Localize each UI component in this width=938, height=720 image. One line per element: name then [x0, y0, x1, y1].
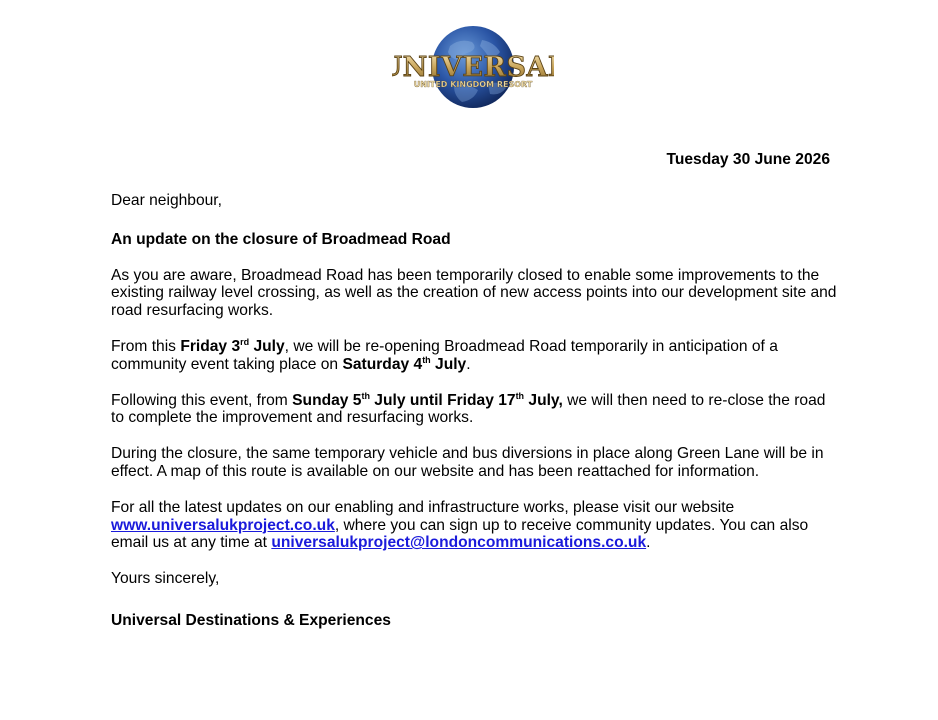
text: , where you can sign up to receive community updates. You can also email us at any time at [111, 516, 809, 552]
text: . [646, 534, 651, 552]
paragraph-diversions: During the closure, the same temporary vehicle and bus diversions in place along Green Lane will be in effect. A map of this route is available on our website and has been reattached for information. [111, 445, 824, 480]
date-range: Sunday 5th July until Friday 17th July, [292, 390, 563, 409]
paragraph-updates [111, 499, 839, 552]
globe-logo-icon [392, 24, 554, 112]
text: Following this event, from [111, 391, 293, 409]
date-friday: Friday 3rd July [180, 336, 285, 355]
text: From this [111, 337, 181, 355]
text: For all the latest updates on our enabling and infrastructure works, please visit our website [111, 498, 735, 516]
text: , we will be re-opening Broadmead Road temporarily in anticipation of a community event taking place on [111, 337, 778, 373]
closing: Yours sincerely, [111, 570, 220, 588]
logo-subtitle: UNITED KINGDOM RESORT [413, 80, 533, 89]
paragraph-closure-intro: As you are aware, Broadmead Road has been temporarily closed to enable some improvements to the existing railway level crossing, as well as the creation of new access points into our development site and road resurfacing works. [111, 266, 837, 320]
paragraph-reopening [111, 338, 839, 374]
email-link[interactable]: universalukproject@londoncommunications.co.uk [271, 534, 647, 552]
website-link[interactable]: www.universalukproject.co.uk [111, 516, 335, 534]
letter-date: Tuesday 30 June 2026 [666, 151, 830, 168]
paragraph-reclosure [111, 392, 839, 428]
logo-wordmark: NIVERSA [402, 52, 548, 83]
letter-body [111, 192, 839, 630]
universal-logo [392, 24, 554, 112]
text: we will then need to re-close the road to complete the improvement and resurfacing works. [111, 391, 826, 427]
date-saturday: Saturday 4th July [342, 354, 467, 373]
salutation: Dear neighbour, [111, 192, 222, 209]
letter-subject: An update on the closure of Broadmead Road [111, 230, 451, 248]
text: . [466, 355, 471, 373]
signoff: Universal Destinations & Experiences [111, 611, 391, 629]
